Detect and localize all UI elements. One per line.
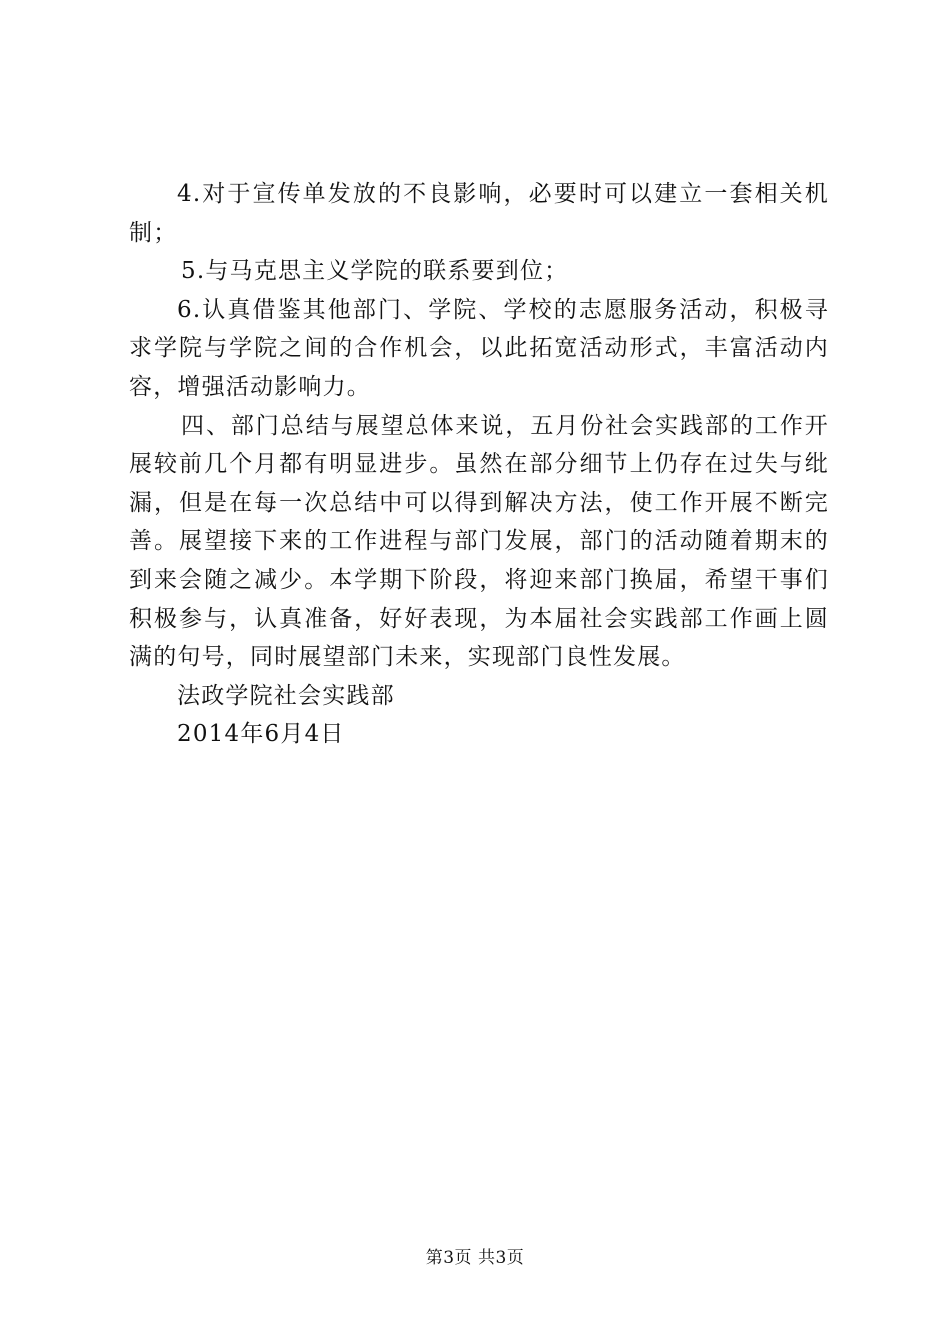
paragraph-item-4: 4.对于宣传单发放的不良影响，必要时可以建立一套相关机制；: [129, 181, 829, 246]
signature-date: 2014年6月4日: [177, 721, 345, 748]
page-number-label: 第3页 共3页: [425, 1248, 525, 1268]
paragraph-item-5: 5.与马克思主义学院的联系要到位；: [181, 258, 569, 285]
page-footer: [0, 1243, 950, 1268]
document-body: [129, 175, 829, 754]
signature-organization: 法政学院社会实践部: [177, 682, 395, 709]
paragraph-summary-outlook: 四、部门总结与展望总体来说，五月份社会实践部的工作开展较前几个月都有明显进步。虽然在部分细节上仍存在过失与纰漏，但是在每一次总结中可以得到解决方法，使工作开展不断完善。展望接下来的工作进程与部门发展，部门的活动随着期末的到来会随之减少。本学期下阶段，将迎来部门换届，希望干事们积极参与，认真准备，好好表现，为本届社会实践部工作画上圆满的句号，同时展望部门未来，实现部门良性发展。: [129, 412, 829, 671]
paragraph-item-6: 6.认真借鉴其他部门、学院、学校的志愿服务活动，积极寻求学院与学院之间的合作机会，以此拓宽活动形式，丰富活动内容，增强活动影响力。: [129, 296, 829, 400]
